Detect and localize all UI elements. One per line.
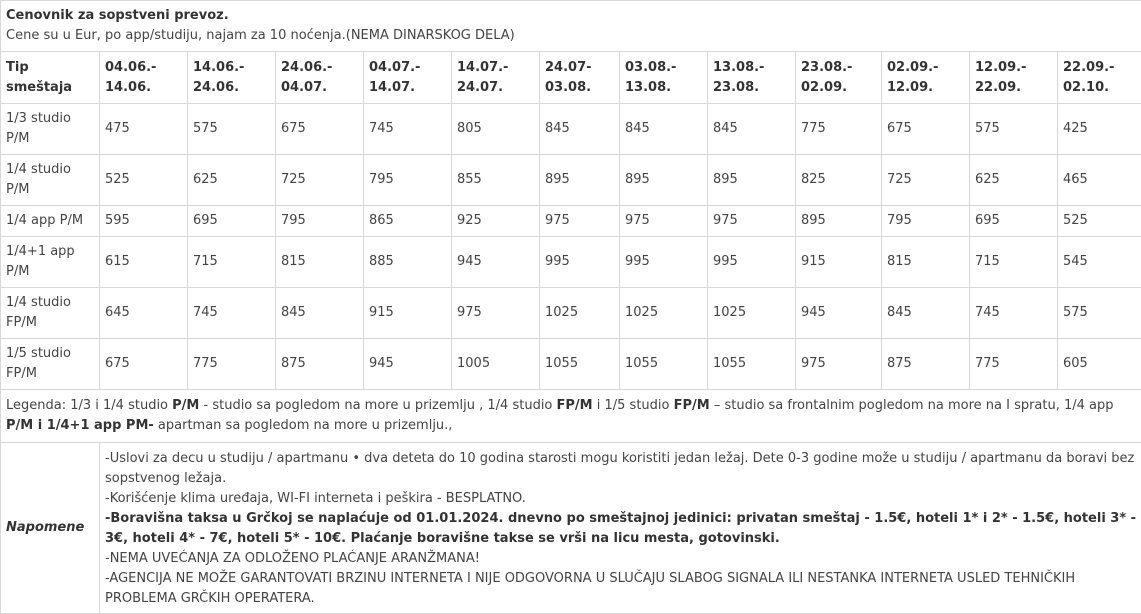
price-cell: 815 bbox=[882, 237, 970, 288]
price-cell: 975 bbox=[540, 206, 620, 237]
price-cell: 1025 bbox=[708, 288, 796, 339]
price-cell: 845 bbox=[540, 104, 620, 155]
price-cell: 895 bbox=[708, 155, 796, 206]
price-cell: 885 bbox=[364, 237, 452, 288]
price-cell: 805 bbox=[452, 104, 540, 155]
period-header: 04.07.- 14.07. bbox=[364, 52, 452, 104]
price-cell: 815 bbox=[276, 237, 364, 288]
price-cell: 775 bbox=[188, 339, 276, 390]
price-cell: 895 bbox=[540, 155, 620, 206]
price-cell: 615 bbox=[100, 237, 188, 288]
table-row bbox=[1, 339, 1141, 390]
period-header: 14.07.- 24.07. bbox=[452, 52, 540, 104]
price-cell: 995 bbox=[540, 237, 620, 288]
period-header: 23.08.- 02.09. bbox=[796, 52, 882, 104]
price-cell: 545 bbox=[1058, 237, 1141, 288]
period-header: 24.06.- 04.07. bbox=[276, 52, 364, 104]
price-cell: 725 bbox=[882, 155, 970, 206]
notes-label: Napomene bbox=[1, 443, 100, 614]
price-cell: 465 bbox=[1058, 155, 1141, 206]
column-header-row bbox=[1, 52, 1141, 104]
price-cell: 825 bbox=[796, 155, 882, 206]
period-header: 12.09.- 22.09. bbox=[970, 52, 1058, 104]
price-cell: 745 bbox=[364, 104, 452, 155]
price-cell: 795 bbox=[882, 206, 970, 237]
legend: Legenda: 1/3 i 1/4 studio P/M - studio sa pogledom na more u prizemlju , 1/4 studio FP/M i 1/5 studio FP/M – studio sa frontalnim pogledom na more na I spratu, 1/4 app P/M i 1/4+1 app PM- apartman sa pogledom na more u prizemlju., bbox=[1, 390, 1141, 443]
price-cell: 775 bbox=[970, 339, 1058, 390]
legend-row bbox=[1, 390, 1141, 443]
price-cell: 715 bbox=[188, 237, 276, 288]
price-cell: 595 bbox=[100, 206, 188, 237]
price-cell: 915 bbox=[364, 288, 452, 339]
price-cell: 575 bbox=[1058, 288, 1141, 339]
note-amenities: -Korišćenje klima uređaja, WI-FI interneta i peškira - BESPLATNO. bbox=[105, 489, 1140, 509]
period-header: 14.06.- 24.06. bbox=[188, 52, 276, 104]
notes-body bbox=[100, 443, 1141, 614]
price-cell: 945 bbox=[452, 237, 540, 288]
price-cell: 975 bbox=[620, 206, 708, 237]
price-cell: 925 bbox=[452, 206, 540, 237]
price-cell: 995 bbox=[708, 237, 796, 288]
price-cell: 675 bbox=[882, 104, 970, 155]
price-cell: 675 bbox=[100, 339, 188, 390]
price-cell: 695 bbox=[970, 206, 1058, 237]
price-cell: 575 bbox=[970, 104, 1058, 155]
price-cell: 845 bbox=[620, 104, 708, 155]
period-header: 03.08.- 13.08. bbox=[620, 52, 708, 104]
price-cell: 745 bbox=[970, 288, 1058, 339]
price-cell: 915 bbox=[796, 237, 882, 288]
page-subtitle: Cene su u Eur, po app/studiju, najam za 10 noćenja.(NEMA DINARSKOG DELA) bbox=[6, 26, 1140, 46]
header-row bbox=[1, 1, 1141, 52]
table-row bbox=[1, 155, 1141, 206]
price-cell: 605 bbox=[1058, 339, 1141, 390]
note-internet-disclaimer: -AGENCIJA NE MOŽE GARANTOVATI BRZINU INTERNETA I NIJE ODGOVORNA U SLUČAJU SLABOG SIGNALA ILI NESTANKA INTERNETA USLED TEHNIČKIH PROBLEMA GRČKIH OPERATERA. bbox=[105, 569, 1140, 609]
price-cell: 725 bbox=[276, 155, 364, 206]
price-cell: 945 bbox=[796, 288, 882, 339]
price-cell: 975 bbox=[708, 206, 796, 237]
price-cell: 625 bbox=[188, 155, 276, 206]
price-cell: 625 bbox=[970, 155, 1058, 206]
price-cell: 795 bbox=[364, 155, 452, 206]
period-header: 24.07- 03.08. bbox=[540, 52, 620, 104]
price-cell: 995 bbox=[620, 237, 708, 288]
price-cell: 975 bbox=[796, 339, 882, 390]
page-title: Cenovnik za sopstveni prevoz. bbox=[6, 6, 1140, 26]
price-cell: 1025 bbox=[620, 288, 708, 339]
price-cell: 645 bbox=[100, 288, 188, 339]
header-cell bbox=[1, 1, 1141, 52]
type-column-header: Tip smeštaja bbox=[1, 52, 100, 104]
note-tourist-tax: -Boravišna taksa u Grčkoj se naplaćuje od 01.01.2024. dnevno po smeštajnoj jedinici: privatan smeštaj - 1.5€, hoteli 1* i 2* - 1.5€, hoteli 3* - 3€, hoteli 4* - 7€, hoteli 5* - 10€. Plaćanje boravišne takse se vrši na licu mesta, gotovinski. bbox=[105, 509, 1140, 549]
price-cell: 695 bbox=[188, 206, 276, 237]
price-cell: 895 bbox=[620, 155, 708, 206]
price-cell: 895 bbox=[796, 206, 882, 237]
price-cell: 575 bbox=[188, 104, 276, 155]
price-cell: 675 bbox=[276, 104, 364, 155]
price-cell: 945 bbox=[364, 339, 452, 390]
price-cell: 475 bbox=[100, 104, 188, 155]
accommodation-type: 1/4+1 app P/M bbox=[1, 237, 100, 288]
price-cell: 525 bbox=[1058, 206, 1141, 237]
accommodation-type: 1/4 studio P/M bbox=[1, 155, 100, 206]
period-header: 02.09.- 12.09. bbox=[882, 52, 970, 104]
table-row bbox=[1, 237, 1141, 288]
accommodation-type: 1/5 studio FP/M bbox=[1, 339, 100, 390]
price-rows bbox=[1, 104, 1141, 390]
price-cell: 845 bbox=[708, 104, 796, 155]
accommodation-type: 1/4 app P/M bbox=[1, 206, 100, 237]
price-cell: 1055 bbox=[540, 339, 620, 390]
table-row bbox=[1, 206, 1141, 237]
period-header: 13.08.- 23.08. bbox=[708, 52, 796, 104]
price-cell: 845 bbox=[276, 288, 364, 339]
period-header: 22.09.- 02.10. bbox=[1058, 52, 1141, 104]
table-row bbox=[1, 104, 1141, 155]
price-cell: 855 bbox=[452, 155, 540, 206]
price-cell: 1005 bbox=[452, 339, 540, 390]
price-cell: 795 bbox=[276, 206, 364, 237]
price-cell: 775 bbox=[796, 104, 882, 155]
price-cell: 1025 bbox=[540, 288, 620, 339]
price-cell: 745 bbox=[188, 288, 276, 339]
price-cell: 1055 bbox=[620, 339, 708, 390]
price-cell: 715 bbox=[970, 237, 1058, 288]
accommodation-type: 1/3 studio P/M bbox=[1, 104, 100, 155]
period-header: 04.06.- 14.06. bbox=[100, 52, 188, 104]
price-cell: 865 bbox=[364, 206, 452, 237]
price-cell: 425 bbox=[1058, 104, 1141, 155]
price-cell: 875 bbox=[276, 339, 364, 390]
price-cell: 875 bbox=[882, 339, 970, 390]
price-cell: 1055 bbox=[708, 339, 796, 390]
price-cell: 975 bbox=[452, 288, 540, 339]
accommodation-type: 1/4 studio FP/M bbox=[1, 288, 100, 339]
price-cell: 525 bbox=[100, 155, 188, 206]
table-row bbox=[1, 288, 1141, 339]
price-cell: 845 bbox=[882, 288, 970, 339]
note-children: -Uslovi za decu u studiju / apartmanu • dva deteta do 10 godina starosti mogu koristiti jedan ležaj. Dete 0-3 godine može u studiju / apartmanu da boravi bez sopstvenog ležaja. bbox=[105, 449, 1140, 489]
notes-row bbox=[1, 443, 1141, 614]
note-no-surcharge: -NEMA UVEĆANJA ZA ODLOŽENO PLAĆANJE ARANŽMANA! bbox=[105, 549, 1140, 569]
